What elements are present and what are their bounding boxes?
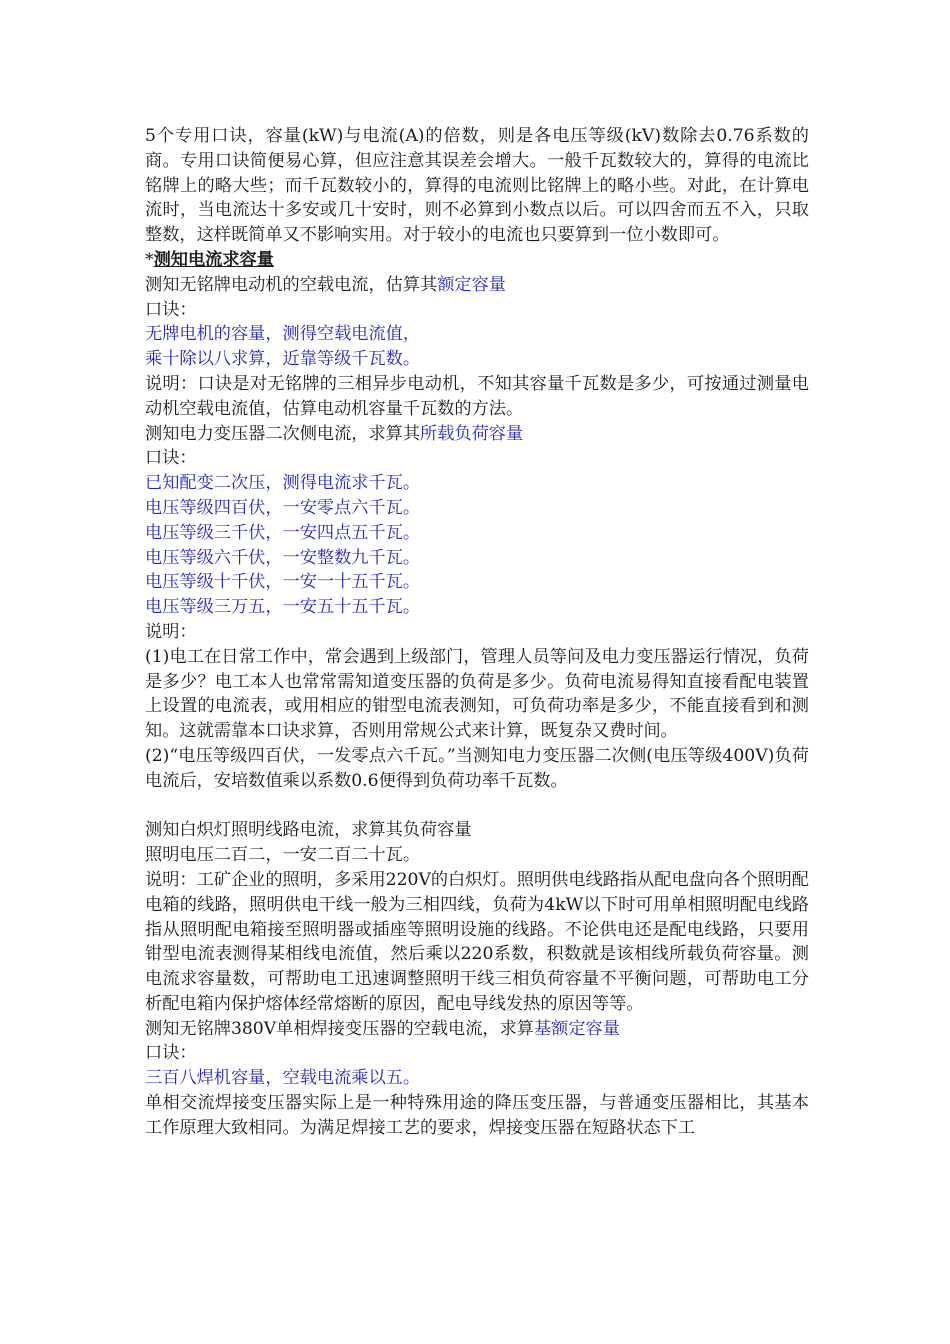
motor-verse-2: 乘十除以八求算，近靠等级千瓦数。: [145, 349, 421, 370]
motor-lead: [145, 273, 809, 298]
heading-text: 测知电流求容量: [153, 249, 274, 270]
rated-capacity-link[interactable]: 额定容量: [437, 274, 506, 295]
lighting-note: 说明：工矿企业的照明，多采用220V的白炽灯。照明供电线路指从配电盘向各个照明配电箱的线路，照明供电干线一般为三相四线，负荷为4kW以下时可用单相照明配电线路指从照明配电箱接至照明器或插座等照明设施的线路。不论供电还是配电线路，只要用钳型电流表测得某相线电流值，然后乘以220系数，积数就是该相线所载负荷容量。测电流求容量数，可帮助电工迅速调整照明干线三相负荷容量不平衡问题，可帮助电工分析配电箱内保护熔体经常熔断的原因，配电导线发热的原因等等。: [145, 869, 809, 1014]
motor-note: 说明：口诀是对无铭牌的三相异步电动机，不知其容量千瓦数是多少，可按通过测量电动机空载电流值，估算电动机容量千瓦数的方法。: [145, 373, 809, 419]
section-heading: [145, 248, 809, 273]
heading-star: *: [145, 249, 154, 270]
welder-koujue-label: 口诀：: [145, 1043, 197, 1064]
transformer-verse: 电压等级三万五，一安五十五千瓦。: [145, 597, 421, 618]
transformer-lead-text: 测知电力变压器二次侧电流，求算其: [145, 423, 421, 444]
transformer-note-label: 说明：: [145, 621, 197, 642]
lighting-lead: 测知白炽灯照明线路电流，求算其负荷容量: [145, 820, 472, 841]
transformer-note-1: (1)电工在日常工作中，常会遇到上级部门，管理人员等问及电力变压器运行情况，负荷是多少？电工本人也常常需知道变压器的负荷是多少。负荷电流易得知直接看配电装置上设置的电流表，或用相应的钳型电流表测知，可负荷功率是多少，不能直接看到和测知。这就需靠本口诀求算，否则用常规公式来计算，既复杂又费时间。: [145, 646, 809, 742]
transformer-lead: [145, 422, 809, 447]
transformer-verse: 电压等级四百伏，一安零点六千瓦。: [145, 497, 421, 518]
transformer-verse: 电压等级十千伏，一安一十五千瓦。: [145, 572, 421, 593]
transformer-verse: 电压等级六千伏，一安整数九千瓦。: [145, 547, 421, 568]
blank-line: [145, 794, 809, 819]
welder-lead: [145, 1017, 809, 1042]
welder-capacity-link[interactable]: 基额定容量: [533, 1018, 620, 1039]
load-capacity-link[interactable]: 所载负荷容量: [420, 423, 524, 444]
transformer-note-2: (2)“电压等级四百伏，一发零点六千瓦。”当测知电力变压器二次侧(电压等级400V)负荷电流后，安培数值乘以系数0.6便得到负荷功率千瓦数。: [145, 745, 809, 791]
transformer-verse: 电压等级三千伏，一安四点五千瓦。: [145, 522, 421, 543]
motor-lead-text: 测知无铭牌电动机的空载电流，估算其: [145, 274, 438, 295]
welder-lead-text: 测知无铭牌380V单相焊接变压器的空载电流，求算: [145, 1018, 534, 1039]
lighting-verse: 照明电压二百二，一安二百二十瓦。: [145, 845, 421, 866]
transformer-verse: 已知配变二次压，测得电流求千瓦。: [145, 473, 421, 494]
document-body: [145, 124, 809, 1141]
motor-verse-1: 无牌电机的容量，测得空载电流值，: [145, 324, 421, 345]
welder-verse: 三百八焊机容量，空载电流乘以五。: [145, 1068, 421, 1089]
intro-paragraph: 5个专用口诀，容量(kW)与电流(A)的倍数，则是各电压等级(kV)数除去0.76系数的商。专用口诀简便易心算，但应注意其误差会增大。一般千瓦数较大的，算得的电流比铭牌上的略大些；而千瓦数较小的，算得的电流则比铭牌上的略小些。对此，在计算电流时，当电流达十多安或几十安时，则不必算到小数点以后。可以四舍而五不入，只取整数，这样既简单又不影响实用。对于较小的电流也只要算到一位小数即可。: [145, 126, 809, 246]
transformer-koujue-label: 口诀：: [145, 448, 197, 469]
welder-body: 单相交流焊接变压器实际上是一种特殊用途的降压变压器，与普通变压器相比，其基本工作原理大致相同。为满足焊接工艺的要求，焊接变压器在短路状态下工: [145, 1093, 809, 1138]
motor-koujue-label: 口诀：: [145, 299, 197, 320]
